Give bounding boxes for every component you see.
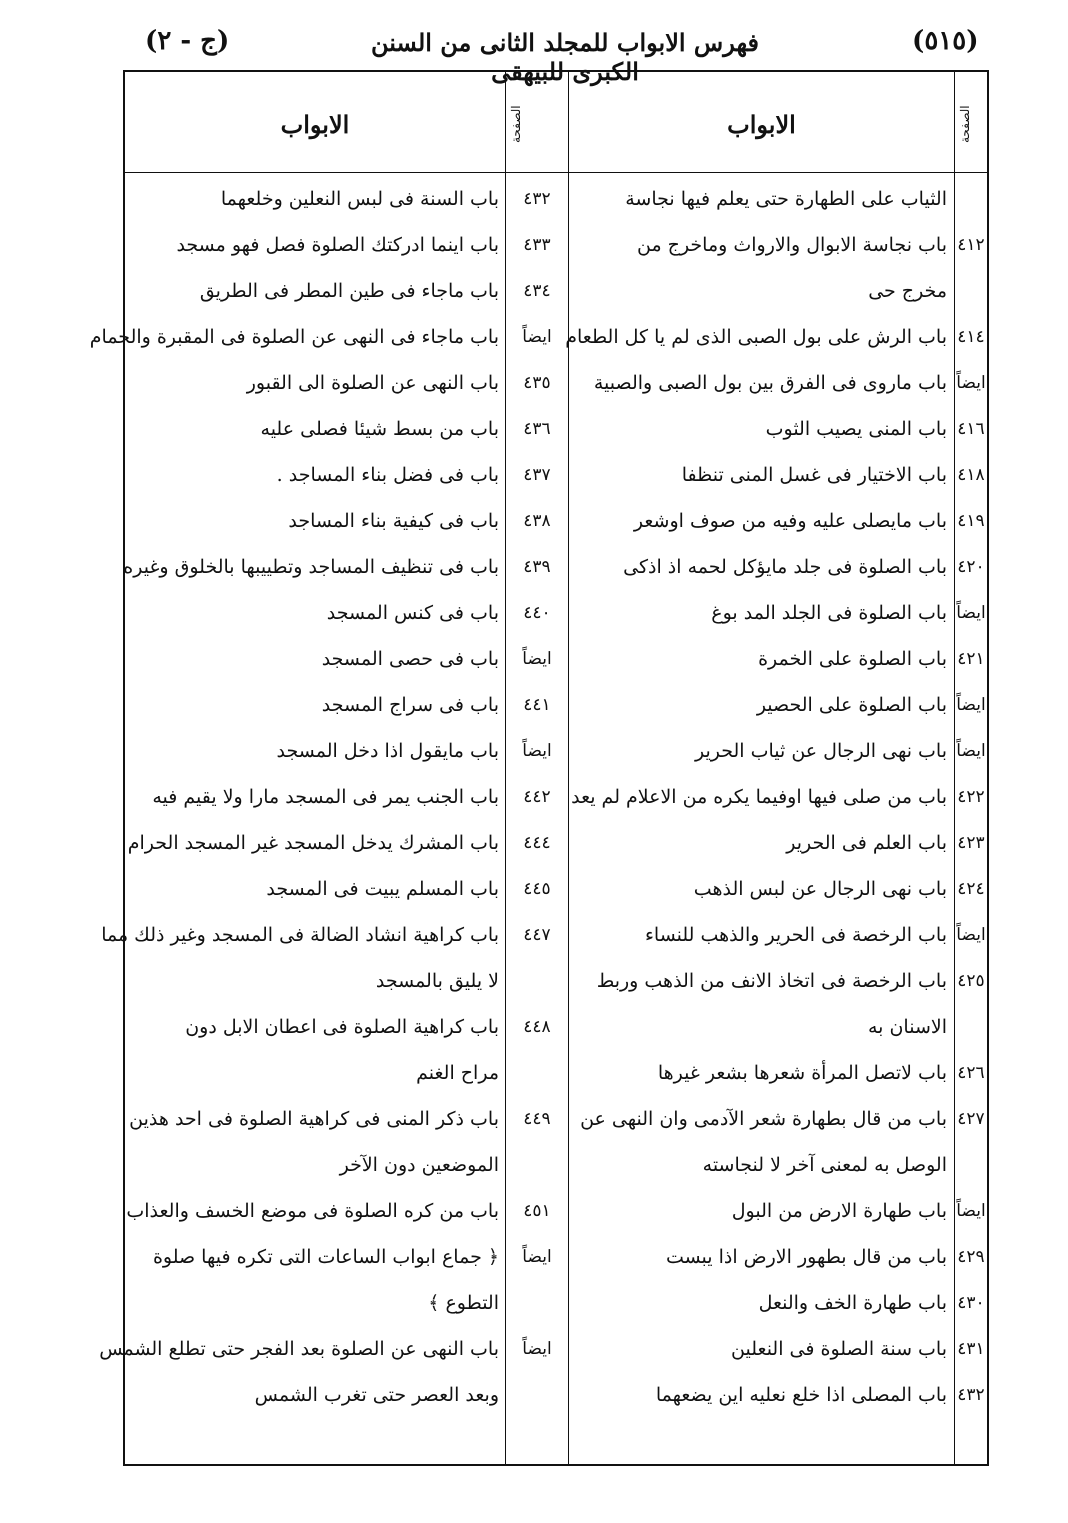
entry-page-number: ٤٥١ <box>523 1201 551 1221</box>
entry-title: باب العلم فى الحرير <box>786 832 947 854</box>
entry-page-number: ٤٤٥ <box>523 879 551 899</box>
entry-title: لا يليق بالمسجد <box>375 970 499 992</box>
entry-title: باب الرخصة فى اتخاذ الانف من الذهب وربط <box>596 970 947 992</box>
index-entry-row <box>125 958 987 1004</box>
entry-page-number: ٤٤٩ <box>523 1109 551 1129</box>
entry-page-number: ٤٣٦ <box>523 419 551 439</box>
entry-title: باب من قال بطهارة شعر الآدمى وان النهى عن <box>580 1108 947 1130</box>
entry-page-number: ٤٢٢ <box>957 787 985 807</box>
entry-title: باب سنة الصلوة فى النعلين <box>731 1338 947 1360</box>
left-page-col-header: الصفحة <box>509 105 523 143</box>
entry-page-number: ايضاً <box>956 1201 986 1221</box>
entry-page-number: ٤٤٢ <box>523 787 551 807</box>
entry-title: باب ماروى فى الفرق بين بول الصبى والصبية <box>593 372 947 394</box>
entry-page-number: ٤٣٧ <box>523 465 551 485</box>
index-entry-row <box>125 1142 987 1188</box>
entry-title: باب الاختيار فى غسل المنى تنظفا <box>681 464 947 486</box>
entry-title: باب المشرك يدخل المسجد غير المسجد الحرام <box>127 832 499 854</box>
entry-title: الموضعين دون الآخر <box>339 1154 499 1176</box>
index-entry-row <box>125 1234 987 1280</box>
entry-title: الوصل به لمعنى آخر لا لنجاسته <box>702 1154 947 1176</box>
entry-page-number: ٤٤٠ <box>523 603 551 623</box>
entry-title: باب المنى يصيب الثوب <box>765 418 947 440</box>
entry-title: باب اينما ادركتك الصلوة فصل فهو مسجد <box>176 234 499 256</box>
entry-title: باب لاتصل المرأة شعرها بشعر غيرها <box>657 1062 947 1084</box>
index-entry-row <box>125 682 987 728</box>
entry-page-number: ٤٣٠ <box>957 1293 985 1313</box>
left-col-header: الابواب <box>280 110 350 139</box>
entry-page-number: ٤٣٨ <box>523 511 551 531</box>
entry-title: التطوع ﴾ <box>428 1292 499 1314</box>
entry-page-number <box>507 1142 567 1188</box>
index-entry-row <box>125 1050 987 1096</box>
entry-title: باب فى حصى المسجد <box>321 648 499 670</box>
entry-title: باب الرخصة فى الحرير والذهب للنساء <box>644 924 947 946</box>
entry-title: باب النهى عن الصلوة بعد الفجر حتى تطلع الشمس <box>99 1338 499 1360</box>
entry-title: باب المصلى اذا خلع نعليه اين يضعهما <box>655 1384 947 1406</box>
entry-page-number: ٤٣٩ <box>523 557 551 577</box>
index-entry-row <box>125 360 987 406</box>
index-entry-row <box>125 1188 987 1234</box>
index-entry-row <box>89 314 987 360</box>
entry-title: باب فى تنظيف المساجد وتطييبها بالخلوق وغيره <box>123 556 499 578</box>
entry-page-number: ايضاً <box>956 925 986 945</box>
index-entry-row <box>125 1096 987 1142</box>
entry-title: وبعد العصر حتى تغرب الشمس <box>254 1384 499 1406</box>
entry-page-number: ايضاً <box>956 741 986 761</box>
entry-title: باب كراهية انشاد الضالة فى المسجد وغير ذلك مما <box>101 924 499 946</box>
entry-title: باب من قال بطهور الارض اذا يبست <box>665 1246 947 1268</box>
entry-page-number: ٤٣٥ <box>523 373 551 393</box>
entry-title: باب النهى عن الصلوة الى القبور <box>246 372 499 394</box>
page-number: (٥١٥) <box>912 26 979 56</box>
entry-page-number: ٤٢٤ <box>957 879 985 899</box>
entry-title: ﴿ جماع ابواب الساعات التى تكره فيها صلوة <box>152 1246 499 1268</box>
index-entry-row <box>125 774 987 820</box>
entry-title: مراح الغنم <box>416 1062 499 1084</box>
entry-title: باب فى سراج المسجد <box>321 694 499 716</box>
entry-title: باب فى كنس المسجد <box>326 602 499 624</box>
entry-title: باب فى فضل بناء المساجد . <box>276 464 499 486</box>
entry-title: مخرج حى <box>868 280 947 302</box>
entry-page-number: ٤١٢ <box>957 235 985 255</box>
index-entry-row <box>125 498 987 544</box>
index-entry-row <box>125 728 987 774</box>
entry-page-number: ٤٢٣ <box>957 833 985 853</box>
entry-title: باب الصلوة فى جلد مايؤكل لحمه اذ اذكى <box>623 556 947 578</box>
index-table <box>89 70 989 1466</box>
right-col-header: الابواب <box>727 110 796 139</box>
entry-title: الاسنان به <box>867 1016 947 1038</box>
index-entry-row <box>125 1372 987 1418</box>
index-entry-row <box>125 222 987 268</box>
index-entry-row <box>125 636 987 682</box>
entry-title: باب الصلوة على الحصير <box>756 694 947 716</box>
entry-page-number: ٤١٤ <box>957 327 985 347</box>
entry-page-number: ٤٢٠ <box>957 557 985 577</box>
entry-title: الثياب على الطهارة حتى يعلم فيها نجاسة <box>625 188 947 210</box>
entry-page-number: ايضاً <box>956 373 986 393</box>
index-entry-row <box>99 1326 987 1372</box>
entry-page-number: ٤٤٤ <box>523 833 551 853</box>
index-entry-row <box>125 590 987 636</box>
entry-title: باب السنة فى لبس النعلين وخلعهما <box>220 188 499 210</box>
entry-page-number: ٤١٩ <box>957 511 985 531</box>
volume-label: (ج - ٢) <box>145 26 230 56</box>
entry-title: باب ماجاء فى طين المطر فى الطريق <box>199 280 499 302</box>
entry-title: باب كراهية الصلوة فى اعطان الابل دون <box>185 1016 499 1038</box>
entry-title: باب ذكر المنى فى كراهية الصلوة فى احد هذين <box>129 1108 499 1130</box>
entry-title: باب من كره الصلوة فى موضع الخسف والعذاب <box>126 1200 499 1222</box>
entry-page-number: ٤٣١ <box>957 1339 985 1359</box>
entry-page-number: ٤٢٦ <box>957 1063 985 1083</box>
entry-page-number: ٤١٨ <box>957 465 985 485</box>
entry-title: باب مايصلى عليه وفيه من صوف اوشعر <box>633 510 947 532</box>
entry-page-number: ٤٢٧ <box>957 1109 985 1129</box>
entry-title: باب نهى الرجال عن لبس الذهب <box>693 878 947 900</box>
entry-page-number: ايضاً <box>522 1339 552 1359</box>
entry-page-number: ٤٣٤ <box>523 281 551 301</box>
entry-page-number: ٤٢٥ <box>957 971 985 991</box>
entry-page-number <box>507 958 567 1004</box>
header-rule <box>125 172 987 173</box>
entry-page-number: ٤٣٢ <box>957 1385 985 1405</box>
entry-page-number <box>507 1050 567 1096</box>
entry-title: باب من بسط شيئا فصلى عليه <box>260 418 499 440</box>
index-entry-row <box>125 544 987 590</box>
entry-page-number <box>507 1280 567 1326</box>
index-entry-row <box>125 406 987 452</box>
entry-page-number: ايضاً <box>522 741 552 761</box>
index-entry-row <box>125 1004 987 1050</box>
entry-page-number <box>507 1372 567 1418</box>
index-entry-row <box>101 912 987 958</box>
entry-page-number: ٤٢٩ <box>957 1247 985 1267</box>
entry-page-number: ٤٢١ <box>957 649 985 669</box>
index-entry-row <box>125 820 987 866</box>
entry-title: باب الصلوة على الخمرة <box>758 648 947 670</box>
entry-page-number: ايضاً <box>522 649 552 669</box>
page-title: فهرس الابواب للمجلد الثانى من السنن الكبرى للبيهقى <box>371 28 759 86</box>
entry-page-number: ايضاً <box>522 1247 552 1267</box>
index-entry-row <box>125 176 987 222</box>
index-entry-row <box>125 1280 987 1326</box>
entry-title: باب الصلوة فى الجلد المد بوغ <box>711 602 947 624</box>
entry-page-number: ٤٣٣ <box>523 235 551 255</box>
entry-page-number: ايضاً <box>956 695 986 715</box>
entry-page-number: ٤٣٢ <box>523 189 551 209</box>
entry-title: باب مايقول اذا دخل المسجد <box>276 740 499 762</box>
entry-title: باب الرش على بول الصبى الذى لم يا كل الطعام <box>565 326 947 348</box>
index-entry-row <box>125 452 987 498</box>
entry-title: باب فى كيفية بناء المساجد <box>288 510 499 532</box>
entry-title: باب نجاسة الابوال والارواث وماخرج من <box>637 234 947 256</box>
entry-title: باب من صلى فيها اوفيما يكره من الاعلام لم يعد <box>571 786 947 808</box>
right-page-col-header: الصفحة <box>958 105 972 143</box>
entry-page-number: ٤٤١ <box>523 695 551 715</box>
entry-page-number: ٤١٦ <box>957 419 985 439</box>
entry-title: باب الجنب يمر فى المسجد مارا ولا يقيم فيه <box>152 786 499 808</box>
index-entry-row <box>125 268 987 314</box>
entry-title: باب طهارة الخف والنعل <box>758 1292 947 1314</box>
entry-title: باب نهى الرجال عن ثياب الحرير <box>694 740 947 762</box>
entry-title: باب ماجاء فى النهى عن الصلوة فى المقبرة والحمام <box>89 326 499 348</box>
entry-page-number: ٤٤٧ <box>523 925 551 945</box>
page-header <box>0 20 1068 86</box>
entry-page-number: ايضاً <box>956 603 986 623</box>
entry-page-number: ٤٤٨ <box>523 1017 551 1037</box>
entry-title: باب المسلم يبيت فى المسجد <box>266 878 499 900</box>
entry-title: باب طهارة الارض من البول <box>731 1200 947 1222</box>
index-entry-row <box>125 866 987 912</box>
entry-page-number: ايضاً <box>522 327 552 347</box>
